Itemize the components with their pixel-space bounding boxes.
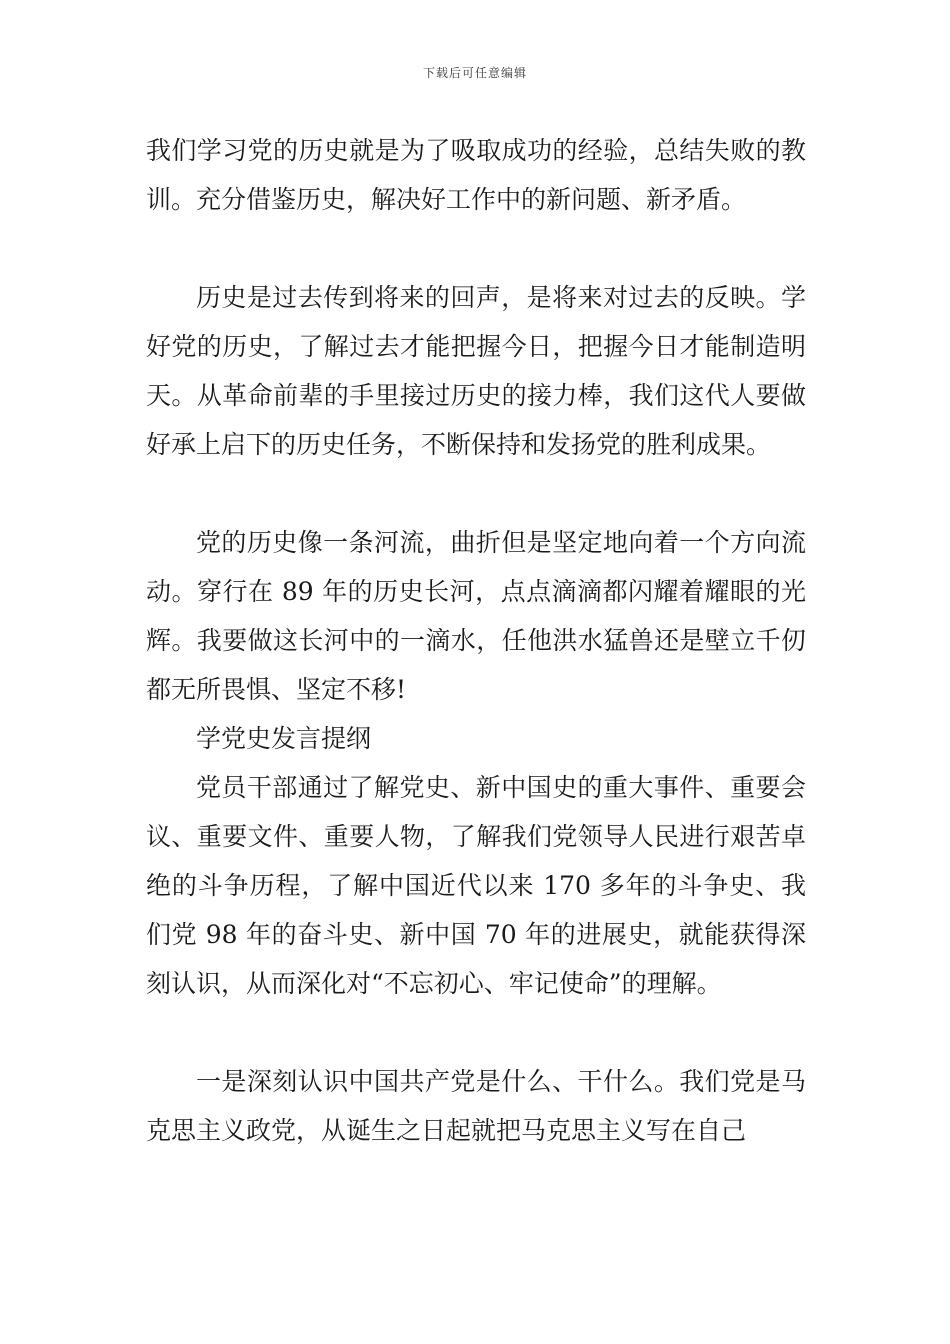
paragraph-1: 我们学习党的历史就是为了吸取成功的经验，总结失败的教训。充分借鉴历史，解决好工作中的新问题、新矛盾。 (146, 136, 806, 214)
section-heading: 学党史发言提纲 (196, 724, 372, 753)
paragraph-2: 历史是过去传到将来的回声，是将来对过去的反映。学好党的历史，了解过去才能把握今日，把握今日才能制造明天。从革命前辈的手里接过历史的接力棒，我们这代人要做好承上启下的历史任务，不断保持和发扬党的胜利成果。 (146, 283, 806, 459)
paragraph-5: 一是深刻认识中国共产党是什么、干什么。我们党是马克思主义政党，从诞生之日起就把马克思主义写在自己 (146, 1067, 806, 1145)
paragraph-3: 党的历史像一条河流，曲折但是坚定地向着一个方向流动。穿行在 89 年的历史长河，点点滴滴都闪耀着耀眼的光辉。我要做这长河中的一滴水，任他洪水猛兽还是壁立千仞都无所畏惧、坚定不移! (146, 528, 806, 704)
document-body (146, 126, 806, 1155)
page-header: 下载后可任意编辑 (422, 66, 527, 80)
paragraph-4: 党员干部通过了解党史、新中国史的重大事件、重要会议、重要文件、重要人物，了解我们党领导人民进行艰苦卓绝的斗争历程，了解中国近代以来 170 多年的斗争史、我们党 98 年的奋斗史、新中国 70 年的进展史，就能获得深刻认识，从而深化对“不忘初心、牢记使命”的理解。 (146, 773, 806, 998)
